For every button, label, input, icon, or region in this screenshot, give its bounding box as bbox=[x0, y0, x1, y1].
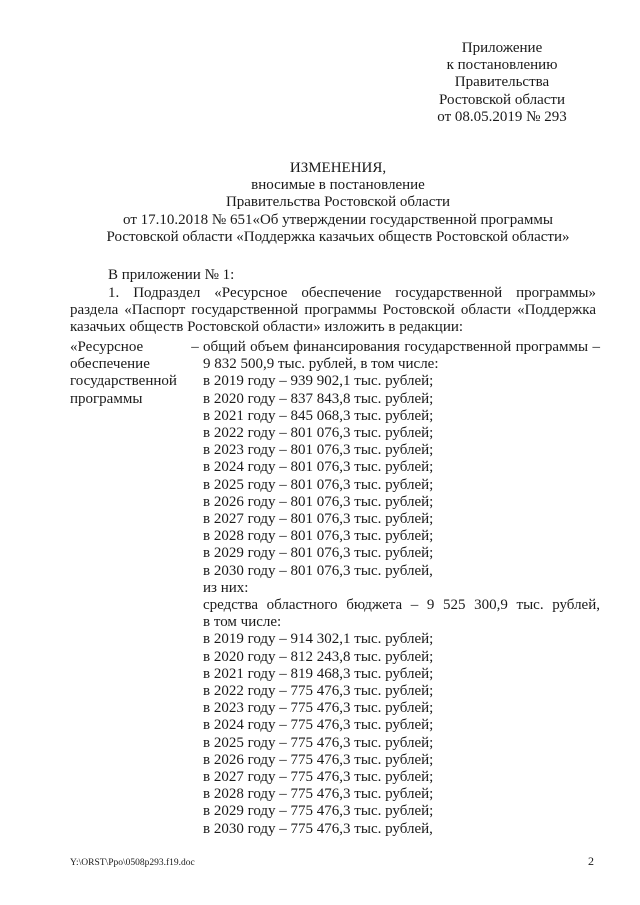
total-year-row: в 2019 году – 939 902,1 тыс. рублей; bbox=[203, 373, 434, 390]
total-year-row: в 2028 году – 801 076,3 тыс. рублей; bbox=[203, 528, 434, 545]
total-year-row: в 2030 году – 801 076,3 тыс. рублей, bbox=[203, 562, 433, 579]
annex-line: Правительства bbox=[454, 74, 550, 91]
regional-year-row: в 2021 году – 819 468,3 тыс. рублей; bbox=[203, 665, 434, 682]
annex-line: к постановлению bbox=[446, 57, 558, 74]
total-year-row: в 2021 году – 845 068,3 тыс. рублей; bbox=[203, 407, 434, 424]
regional-year-row: в 2029 году – 775 476,3 тыс. рублей; bbox=[203, 803, 434, 820]
intro-text: В приложении № 1: bbox=[108, 267, 235, 283]
regional-sub-label: в том числе: bbox=[203, 614, 282, 631]
document-title bbox=[60, 160, 616, 246]
label-line: обеспечение bbox=[70, 356, 150, 373]
regional-year-row: в 2019 году – 914 302,1 тыс. рублей; bbox=[203, 631, 434, 648]
regional-year-row: в 2027 году – 775 476,3 тыс. рублей; bbox=[203, 769, 434, 786]
page-number: 2 bbox=[588, 854, 594, 868]
annex-block bbox=[410, 40, 594, 126]
label-line: программы bbox=[70, 390, 143, 407]
footer-file-path: Y:\ORST\Ppo\0508p293.f19.doc bbox=[70, 858, 195, 868]
passport-label bbox=[70, 339, 188, 408]
total-line: общий объем финансирования государственной программы – bbox=[203, 339, 600, 355]
regional-budget-line: средства областного бюджета – 9 525 300,9 тыс. рублей, bbox=[203, 597, 600, 614]
regional-year-row: в 2030 году – 775 476,3 тыс. рублей, bbox=[203, 820, 433, 837]
regional-year-row: в 2024 году – 775 476,3 тыс. рублей; bbox=[203, 717, 434, 734]
title-line: Ростовской области «Поддержка казачьих обществ Ростовской области» bbox=[106, 228, 570, 245]
total-year-row: в 2020 году – 837 843,8 тыс. рублей; bbox=[203, 390, 434, 407]
regional-year-row: в 2022 году – 775 476,3 тыс. рублей; bbox=[203, 683, 434, 700]
title-heading: ИЗМЕНЕНИЯ, bbox=[289, 160, 387, 176]
passport-dash: – bbox=[191, 339, 199, 355]
of-them-label: из них: bbox=[203, 579, 249, 596]
paragraph-line: раздела «Паспорт государственной программы Ростовской области «Поддержка bbox=[70, 302, 596, 319]
total-year-row: в 2027 году – 801 076,3 тыс. рублей; bbox=[203, 511, 434, 528]
annex-line: Приложение bbox=[461, 40, 543, 56]
title-line: Правительства Ростовской области bbox=[225, 194, 451, 211]
paragraph-line: казачьих обществ Ростовской области» изложить в редакции: bbox=[70, 319, 464, 336]
annex-line: Ростовской области bbox=[439, 91, 565, 108]
regional-year-row: в 2025 году – 775 476,3 тыс. рублей; bbox=[203, 734, 434, 751]
regional-year-row: в 2023 году – 775 476,3 тыс. рублей; bbox=[203, 700, 434, 717]
title-line: от 17.10.2018 № 651«Об утверждении государственной программы bbox=[123, 211, 553, 228]
regional-year-row: в 2026 году – 775 476,3 тыс. рублей; bbox=[203, 751, 434, 768]
regional-year-row: в 2028 году – 775 476,3 тыс. рублей; bbox=[203, 786, 434, 803]
total-year-row: в 2025 году – 801 076,3 тыс. рублей; bbox=[203, 476, 434, 493]
total-year-row: в 2022 году – 801 076,3 тыс. рублей; bbox=[203, 425, 434, 442]
total-year-row: в 2029 году – 801 076,3 тыс. рублей; bbox=[203, 545, 434, 562]
total-year-row: в 2024 году – 801 076,3 тыс. рублей; bbox=[203, 459, 434, 476]
paragraph-1 bbox=[70, 285, 596, 337]
total-year-row: в 2026 году – 801 076,3 тыс. рублей; bbox=[203, 493, 434, 510]
label-line: «Ресурсное bbox=[70, 339, 144, 355]
label-line: государственной bbox=[70, 373, 177, 390]
total-year-row: в 2023 году – 801 076,3 тыс. рублей; bbox=[203, 442, 434, 459]
regional-year-row: в 2020 году – 812 243,8 тыс. рублей; bbox=[203, 648, 434, 665]
passport-content bbox=[203, 339, 600, 838]
annex-line: от 08.05.2019 № 293 bbox=[437, 108, 567, 125]
paragraph-line: 1. Подраздел «Ресурсное обеспечение государственной программы» bbox=[108, 285, 596, 301]
title-line: вносимые в постановление bbox=[251, 177, 425, 194]
total-value: 9 832 500,9 тыс. рублей, в том числе: bbox=[203, 356, 439, 373]
